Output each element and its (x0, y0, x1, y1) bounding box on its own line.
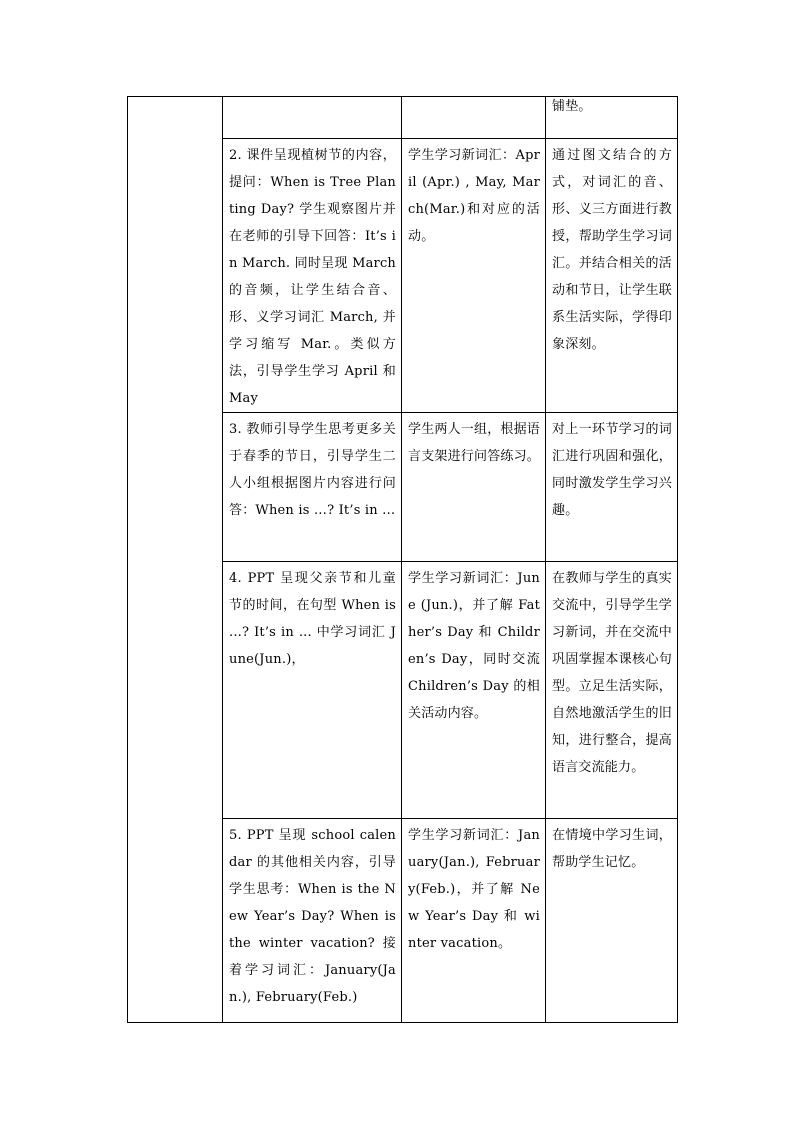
student-activity-text: 学生学习新词汇：June (Jun.)，并了解 Father’s Day 和 Children’s Day，同时交流 Children’s Day 的相关活动内容。 (408, 571, 540, 721)
design-purpose-text: 在教师与学生的真实交流中，引导学生学习新词，并在交流中巩固掌握本课核心句型。立足生活实际，自然地激活学生的旧知，进行整合，提高语言交流能力。 (552, 571, 672, 775)
lesson-plan-table (127, 96, 678, 1023)
design-purpose-cell (546, 562, 678, 819)
teacher-activity-text: 4. PPT 呈现父亲节和儿童节的时间，在句型 When is ...? It’s in ... 中学习词汇 June(Jun.)， (229, 571, 396, 667)
teacher-activity-cell (223, 97, 402, 139)
design-purpose-text: 铺垫。 (552, 99, 592, 114)
student-activity-cell (402, 413, 546, 562)
teacher-activity-text: 2. 课件呈现植树节的内容，提问：When is Tree Planting Day? 学生观察图片并在老师的引导下回答：It’s in March. 同时呈现 March 的音频，让学生结合音、形、义学习词汇 March, 并学习缩写 Mar.。类似方法，引导学生学习 April 和 May (229, 148, 396, 406)
teacher-activity-text: 5. PPT 呈现 school calendar 的其他相关内容，引导学生思考：When is the New Year’s Day? When is the winter vacation? 接着学习词汇：January(Jan.), February(Feb.) (229, 828, 396, 1005)
design-purpose-text: 通过图文结合的方式，对词汇的音、形、义三方面进行教授，帮助学生学习词汇。并结合相关的活动和节日，让学生联系生活实际，学得印象深刻。 (552, 148, 672, 352)
student-activity-cell (402, 562, 546, 819)
teacher-activity-text: 3. 教师引导学生思考更多关于春季的节日，引导学生二人小组根据图片内容进行问答：When is …? It’s in … (229, 422, 396, 518)
teacher-activity-cell (223, 819, 402, 1023)
design-purpose-cell (546, 413, 678, 562)
design-purpose-cell (546, 819, 678, 1023)
teacher-activity-cell (223, 413, 402, 562)
student-activity-cell (402, 139, 546, 413)
student-activity-text: 学生两人一组，根据语言支架进行问答练习。 (408, 422, 541, 464)
design-purpose-text: 对上一环节学习的词汇进行巩固和强化，同时激发学生学习兴趣。 (552, 422, 672, 518)
table-row (128, 97, 678, 139)
teacher-activity-cell (223, 562, 402, 819)
teacher-activity-cell (223, 139, 402, 413)
student-activity-cell (402, 819, 546, 1023)
design-purpose-cell (546, 97, 678, 139)
stage-column-cell (128, 97, 223, 1023)
design-purpose-text: 在情境中学习生词，帮助学生记忆。 (552, 828, 672, 870)
student-activity-text: 学生学习新词汇：January(Jan.), February(Feb.)，并了解 New Year’s Day 和 winter vacation。 (408, 828, 540, 951)
design-purpose-cell (546, 139, 678, 413)
student-activity-text: 学生学习新词汇：April (Apr.) , May, March(Mar.)和对应的活动。 (408, 148, 540, 244)
student-activity-cell (402, 97, 546, 139)
